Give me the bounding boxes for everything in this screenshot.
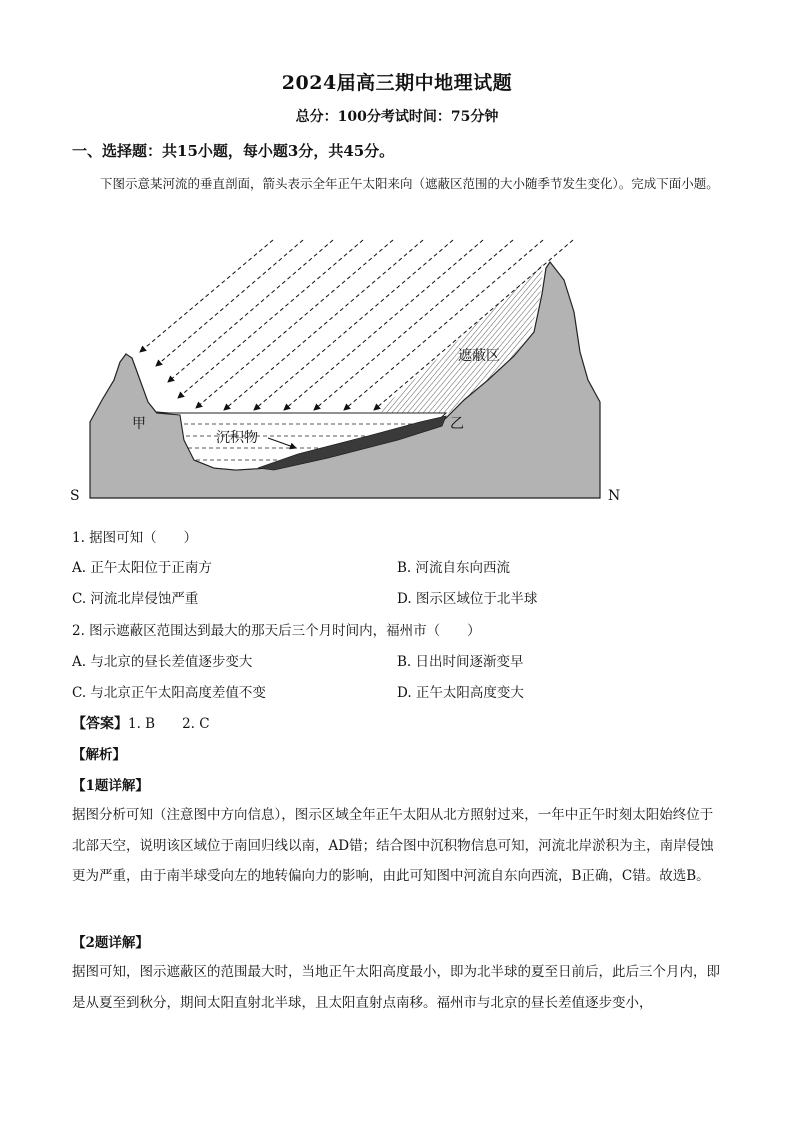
label-south: S [70,488,80,504]
section-heading: 一、选择题：共15小题，每小题3分，共45分。 [72,142,395,160]
q2-option-b: B. 日出时间逐渐变早 [397,654,524,670]
label-yi: 乙 [450,416,464,432]
q2-option-c: C. 与北京正午太阳高度差值不变 [72,685,266,701]
detail-1-text: 据图分析可知（注意图中方向信息），图示区域全年正午太阳从北方照射过来，一年中正午时刻太阳始终位于北部天空，说明该区域位于南回归线以南，AD错；结合图中沉积物信息可知，河流北岸淤积为主，南岸侵蚀更为严重，由于南半球受向左的地转偏向力的影响，由此可知图中河流自东向西流，B正确，C错。故选B。 [72,807,714,884]
question-2-stem: 2. 图示遮蔽区范围达到最大的那天后三个月时间内，福州市（ ） [72,623,481,639]
detail-2-text: 据图可知，图示遮蔽区的范围最大时，当地正午太阳高度最小，即为北半球的夏至日前后，此后三个月内，即是从夏至到秋分，期间太阳直射北半球，且太阳直射点南移。福州市与北京的昼长差值逐步变小， [72,964,720,1011]
q2-option-a: A. 与北京的昼长差值逐步变大 [72,654,253,670]
label-jia: 甲 [132,416,146,432]
question-intro: 下图示意某河流的垂直剖面，箭头表示全年正午太阳来向（遮蔽区范围的大小随季节发生变化）。完成下面小题。 [100,176,719,191]
question-1-stem: 1. 据图可知（ ） [72,530,198,546]
answer-text: 1. B 2. C [128,716,210,732]
label-sediment: 沉积物 [216,430,258,446]
q1-option-b: B. 河流自东向西流 [397,560,511,576]
page-title: 2024届高三期中地理试题 [281,72,513,94]
river-profile-figure [68,232,628,507]
q1-option-d: D. 图示区域位于北半球 [397,591,538,607]
analysis-label: 【解析】 [72,747,126,763]
label-north: N [608,488,621,504]
detail-1-label: 【1题详解】 [72,778,149,794]
answer-label: 【答案】 [72,716,128,732]
exam-info: 总分：100分考试时间：75分钟 [295,109,499,125]
q2-option-d: D. 正午太阳高度变大 [397,685,524,701]
q1-option-a: A. 正午太阳位于正南方 [72,560,212,576]
q1-option-c: C. 河流北岸侵蚀严重 [72,591,199,607]
detail-2-label: 【2题详解】 [72,935,149,951]
answer-line [72,712,210,733]
label-shade: 遮蔽区 [458,348,500,364]
